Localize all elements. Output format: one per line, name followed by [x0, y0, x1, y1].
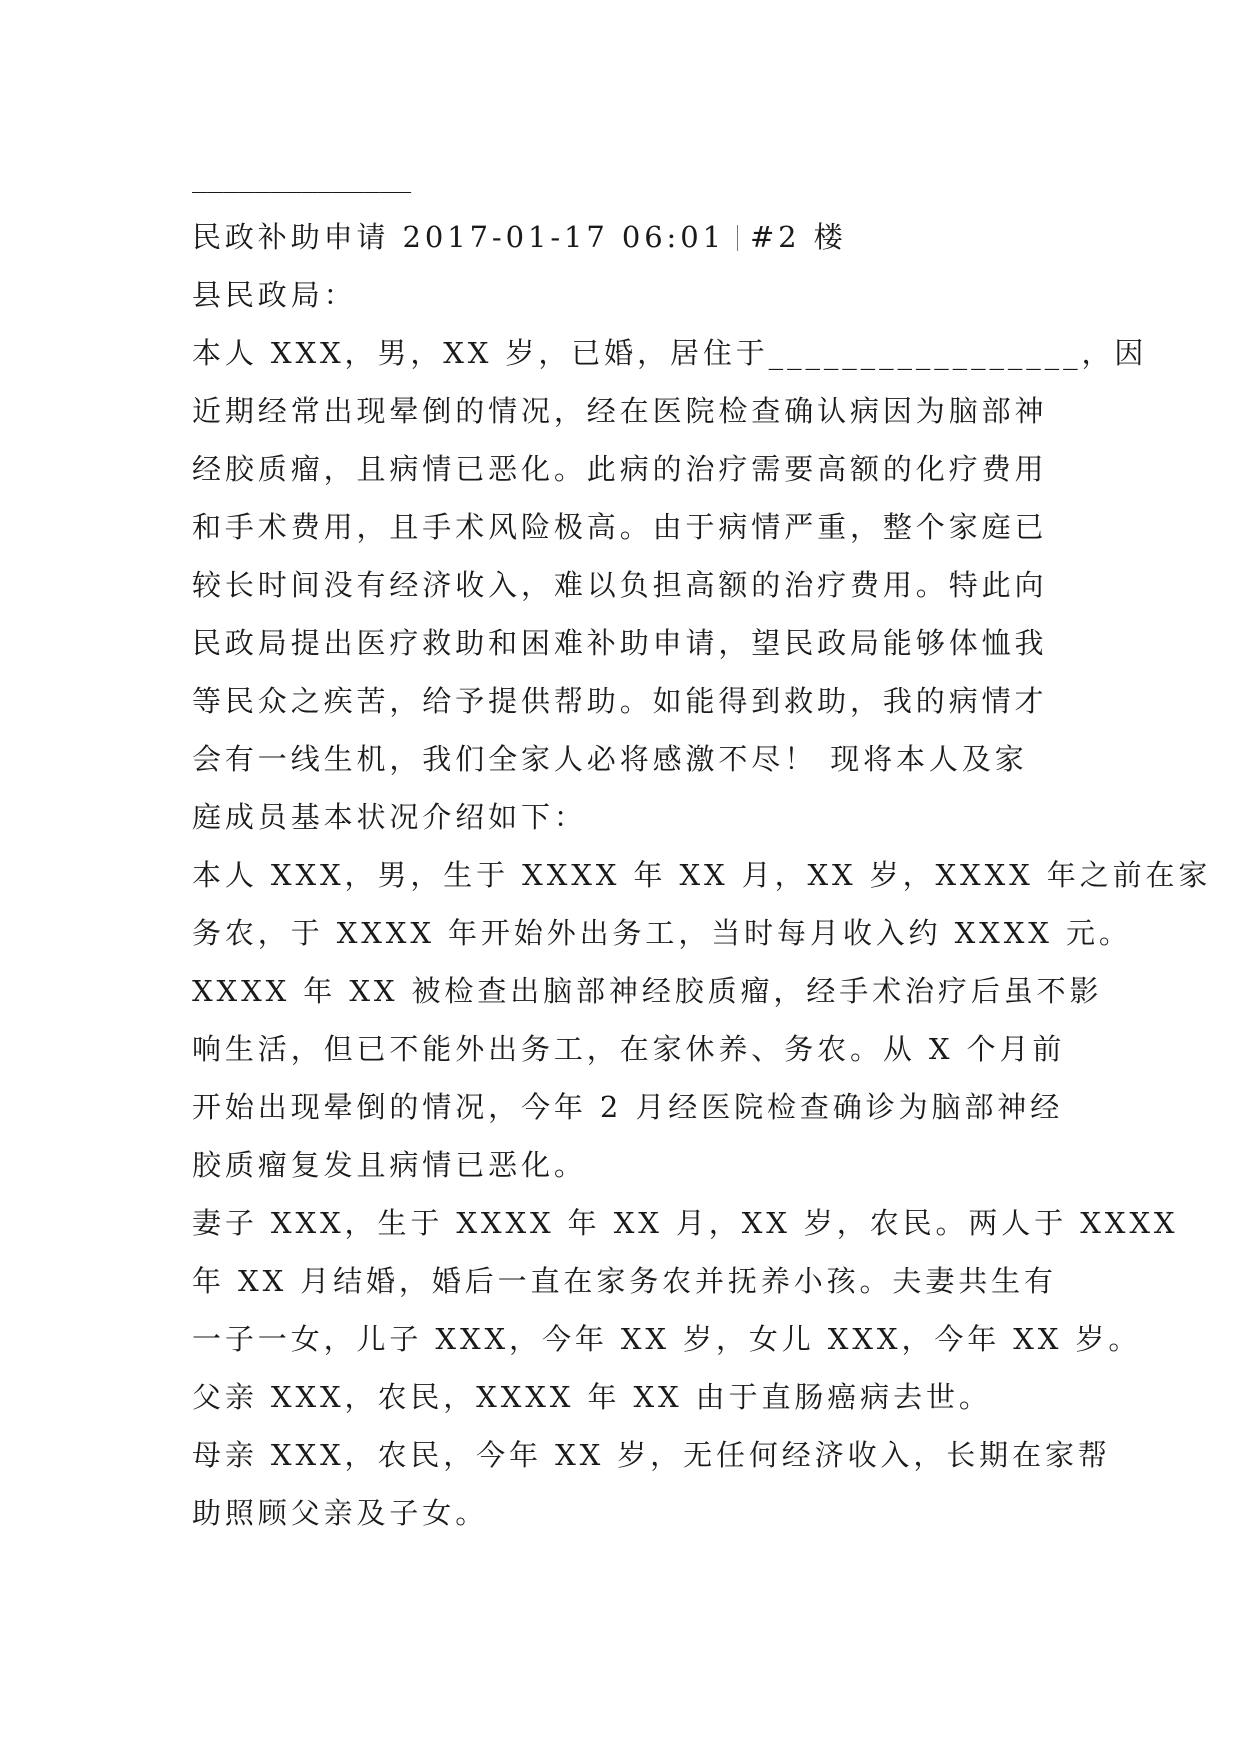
text-line: 庭成员基本状况介绍如下： [192, 800, 587, 834]
text-line: 一子一女，儿子 XXX，今年 XX 岁，女儿 XXX，今年 XX 岁。 [192, 1322, 1142, 1356]
text-line: 本人 XXX，男，生于 XXXX 年 XX 月，XX 岁，XXXX 年之前在家 [192, 858, 1212, 892]
text-line: 父亲 XXX，农民，XXXX 年 XX 由于直肠癌病去世。 [192, 1380, 992, 1414]
text-line: 等民众之疾苦，给予提供帮助。如能得到救助，我的病情才 [192, 684, 1048, 718]
addressee: 县民政局： [192, 278, 357, 312]
top-rule: ______________ [192, 164, 412, 194]
text-line: 助照顾父亲及子女。 [192, 1496, 489, 1530]
text-line: 务农，于 XXXX 年开始外出务工，当时每月收入约 XXXX 元。 [192, 916, 1132, 950]
text-line: 较长时间没有经济收入，难以负担高额的治疗费用。特此向 [192, 568, 1048, 602]
text-line: 母亲 XXX，农民，今年 XX 岁，无任何经济收入，长期在家帮 [192, 1438, 1111, 1472]
post-floor: #2 楼 [749, 220, 847, 254]
post-datetime: 2017-01-17 06:01 [402, 220, 725, 254]
text-line: 民政局提出医疗救助和困难补助申请，望民政局能够体恤我 [192, 626, 1048, 660]
text-line: 本人 XXX，男，XX 岁，已婚，居住于_________________，因 [192, 336, 1148, 370]
header-separator [737, 225, 738, 251]
body-text [192, 324, 1212, 1542]
post-header [192, 208, 1052, 266]
text-line: 开始出现晕倒的情况，今年 2 月经医院检查确诊为脑部神经 [192, 1090, 1064, 1124]
paragraph [192, 1426, 1111, 1542]
text-line: 经胶质瘤，且病情已恶化。此病的治疗需要高额的化疗费用 [192, 452, 1048, 486]
paragraph [192, 1368, 1052, 1426]
text-line: 胶质瘤复发且病情已恶化。 [192, 1148, 587, 1182]
document-page [192, 150, 1212, 1542]
paragraph [192, 846, 1212, 1194]
paragraph [192, 1194, 1179, 1368]
text-line: 会有一线生机，我们全家人必将感激不尽！ 现将本人及家 [192, 742, 1028, 776]
paragraph [192, 324, 1148, 846]
text-line: 年 XX 月结婚，婚后一直在家务农并抚养小孩。夫妻共生有 [192, 1264, 1057, 1298]
text-line: 和手术费用，且手术风险极高。由于病情严重，整个家庭已 [192, 510, 1048, 544]
post-title: 民政补助申请 [192, 220, 390, 254]
text-line: 妻子 XXX，生于 XXXX 年 XX 月，XX 岁，农民。两人于 XXXX [192, 1206, 1179, 1240]
text-line: 响生活，但已不能外出务工，在家休养、务农。从 X 个月前 [192, 1032, 1066, 1066]
text-line: XXXX 年 XX 被检查出脑部神经胶质瘤，经手术治疗后虽不影 [192, 974, 1103, 1008]
text-line: 近期经常出现晕倒的情况，经在医院检查确认病因为脑部神 [192, 394, 1048, 428]
